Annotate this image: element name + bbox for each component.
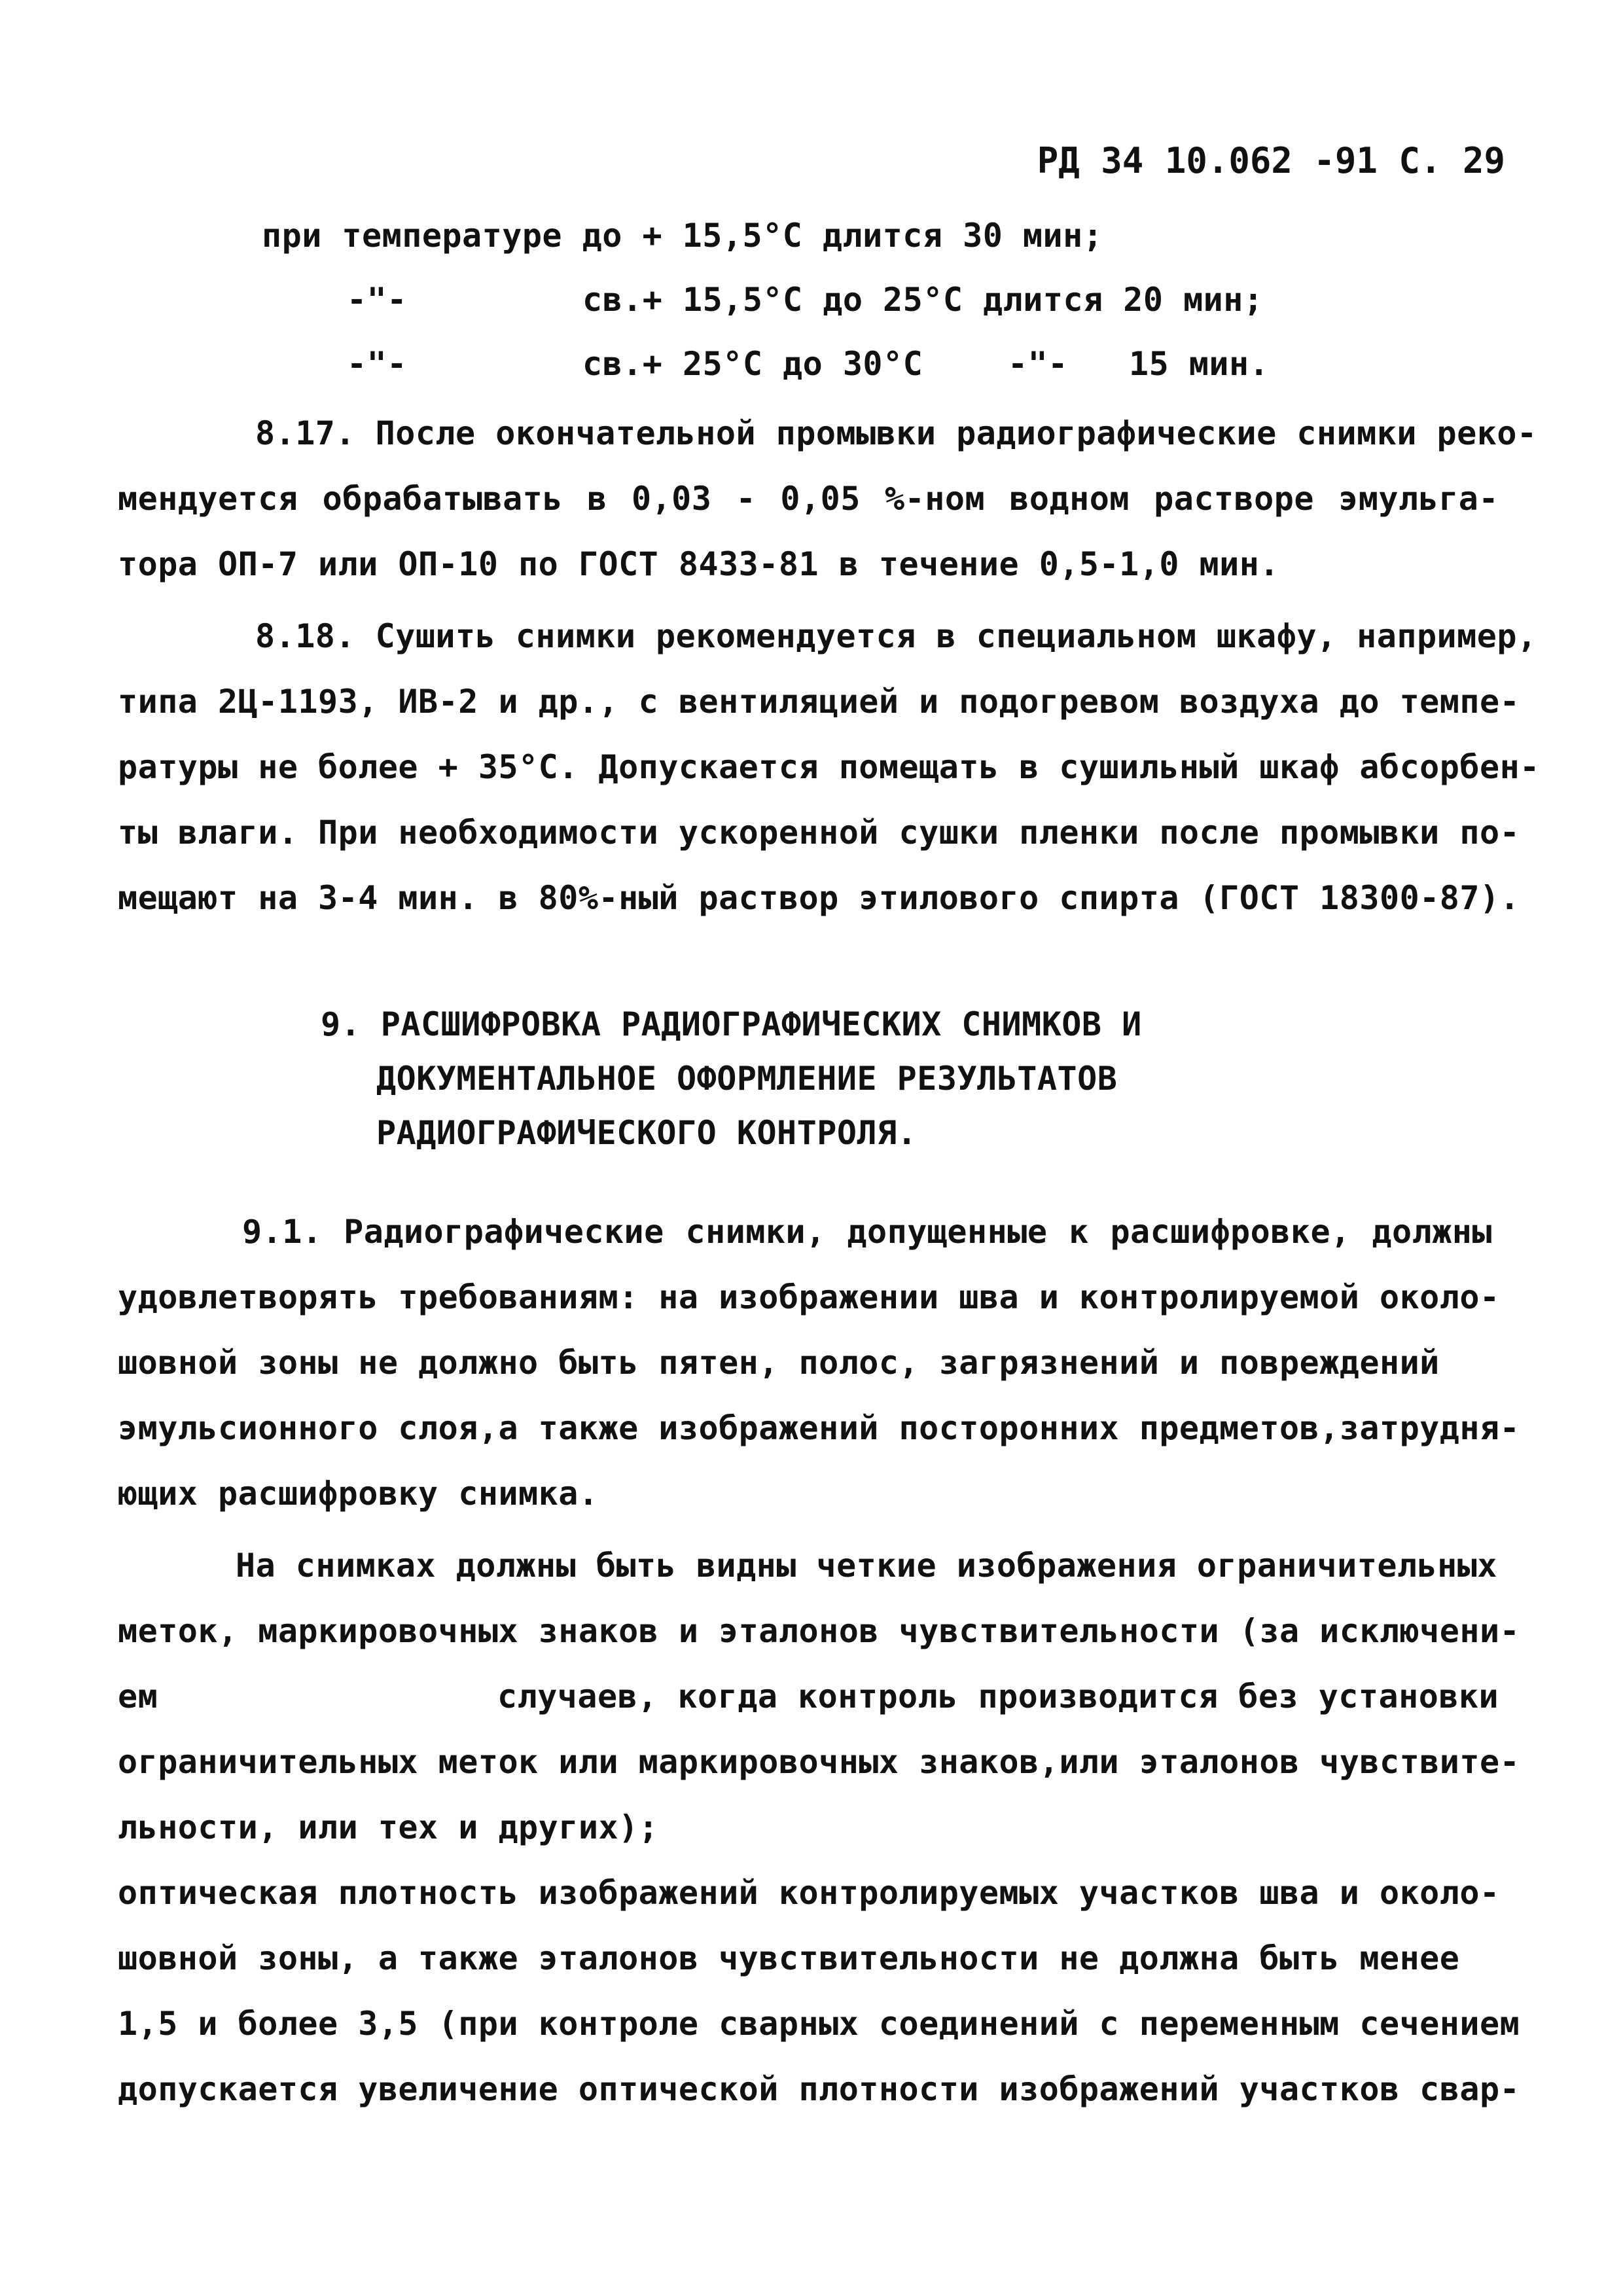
paragraph-9-1-line: ющих расшифровку снимка. xyxy=(118,1475,599,1513)
paragraph-8-17-line: 8.17. После окончательной промывки радиографические снимки реко- xyxy=(255,414,1537,452)
paragraph-9-3-line: оптическая плотность изображений контролируемых участков шва и около- xyxy=(118,1874,1500,1912)
section-9-title: ДОКУМЕНТАЛЬНОЕ ОФОРМЛЕНИЕ РЕЗУЛЬТАТОВ xyxy=(376,1060,1118,1098)
ditto-mark: -"- xyxy=(347,345,407,383)
section-9-title: 9. РАСШИФРОВКА РАДИОГРАФИЧЕСКИХ СНИМКОВ И xyxy=(321,1005,1142,1043)
paragraph-9-3-line: допускается увеличение оптической плотности изображений участков свар- xyxy=(118,2070,1520,2108)
paragraph-9-1-line: 9.1. Радиографические снимки, допущенные к расшифровке, должны xyxy=(242,1213,1492,1251)
paragraph-9-2-line: меток, маркировочных знаков и эталонов чувствительности (за исключени- xyxy=(118,1612,1520,1650)
paragraph-9-2-line: случаев, когда контроль производится без установки xyxy=(497,1677,1499,1715)
paragraph-8-18-line: ратуры не более + 35°С. Допускается помещать в сушильный шкаф абсорбен- xyxy=(118,748,1540,786)
paragraph-9-3-line: 1,5 и более 3,5 (при контроле сварных соединений с переменным сечением xyxy=(118,2005,1520,2043)
temperature-row-3-time: 15 мин. xyxy=(1129,345,1270,383)
paragraph-9-3-line: шовной зоны, а также эталонов чувствительности не должна быть менее xyxy=(118,1939,1460,1977)
temperature-row-1: при температуре до + 15,5°С длится 30 мин; xyxy=(262,217,1103,255)
paragraph-8-17-line: мендуется обрабатывать в 0,03 - 0,05 %-ном водном растворе эмульга- xyxy=(118,480,1499,518)
paragraph-9-1-line: удовлетворять требованиям: на изображении шва и контролируемой около- xyxy=(118,1278,1500,1316)
section-9-title: РАДИОГРАФИЧЕСКОГО КОНТРОЛЯ. xyxy=(376,1114,918,1152)
ditto-mark: -"- xyxy=(347,281,407,319)
paragraph-9-2-line: льности, или тех и других); xyxy=(118,1808,659,1846)
paragraph-9-2-line: ем xyxy=(118,1677,158,1715)
paragraph-8-18-line: ты влаги. При необходимости ускоренной сушки пленки после промывки по- xyxy=(118,814,1520,852)
temperature-row-2: св.+ 15,5°С до 25°С длится 20 мин; xyxy=(582,281,1264,319)
temperature-row-3: св.+ 25°С до 30°С xyxy=(582,345,923,383)
paragraph-9-1-line: шовной зоны не должно быть пятен, полос, загрязнений и повреждений xyxy=(118,1344,1440,1382)
paragraph-8-18-line: типа 2Ц-1193, ИВ-2 и др., с вентиляцией и подогревом воздуха до темпе- xyxy=(118,683,1520,721)
paragraph-8-18-line: мещают на 3-4 мин. в 80%-ный раствор этилового спирта (ГОСТ 18300-87). xyxy=(118,879,1520,917)
paragraph-9-2-line: На снимках должны быть видны четкие изображения ограничительных xyxy=(236,1547,1497,1585)
paragraph-9-2-line: ограничительных меток или маркировочных знаков,или эталонов чувствите- xyxy=(118,1743,1520,1781)
document-reference: РД 34 10.062 -91 С. 29 xyxy=(1037,140,1505,181)
ditto-mark: -"- xyxy=(1008,345,1068,383)
paragraph-8-17-line: тора ОП-7 или ОП-10 по ГОСТ 8433-81 в течение 0,5-1,0 мин. xyxy=(118,545,1279,583)
paragraph-9-1-line: эмульсионного слоя,а также изображений посторонних предметов,затрудня- xyxy=(118,1409,1520,1447)
paragraph-8-18-line: 8.18. Сушить снимки рекомендуется в специальном шкафу, например, xyxy=(255,617,1537,655)
